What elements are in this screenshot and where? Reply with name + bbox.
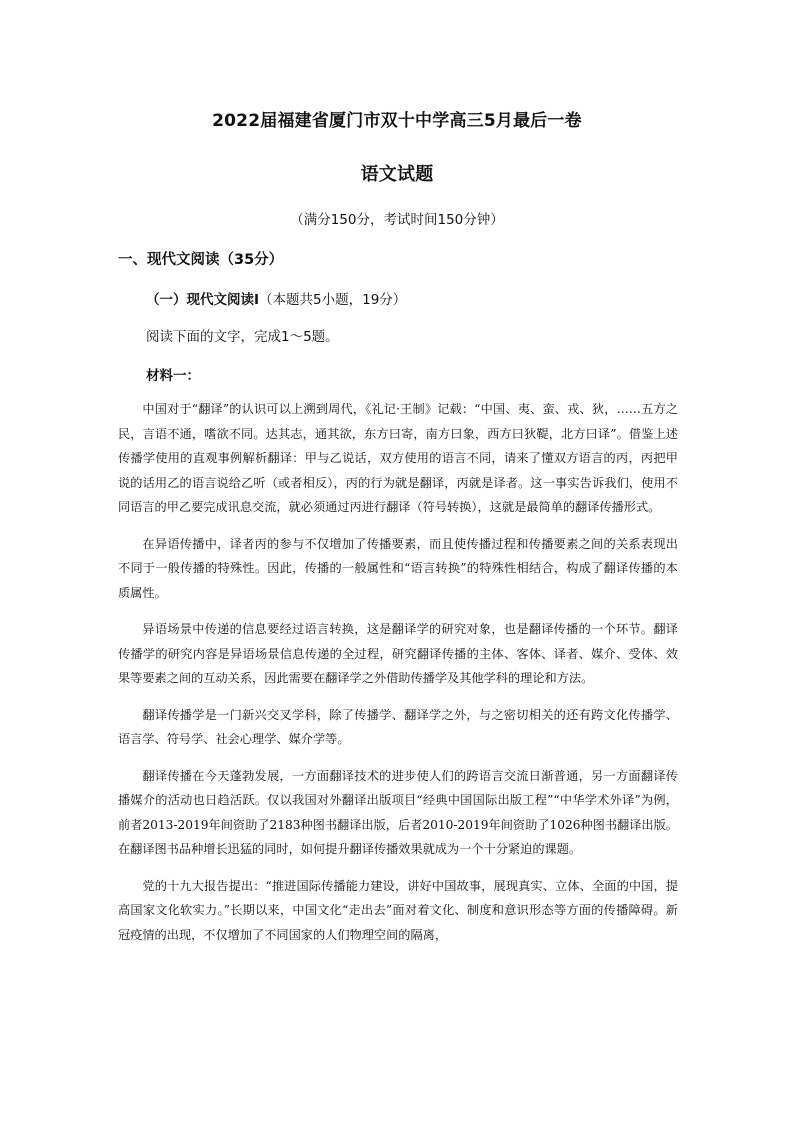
section-heading: 一、现代文阅读（35分） [118,252,284,268]
material-text [118,397,678,959]
sub-section-title: （一）现代文阅读Ⅰ [146,292,260,308]
exam-title: 2022届福建省厦门市双十中学高三5月最后一卷 [212,111,582,131]
paragraph-1: 中国对于“翻译”的认识可以上溯到周代，《礼记·王制》记载：“中国、夷、蛮、戎、狄，……五方之民，言语不通，嗜欲不同。达其志，通其欲，东方曰寄，南方曰象，西方曰狄鞮，北方曰译”。借鉴上述传播学使用的直观事例解析翻译：甲与乙说话，双方使用的语言不同，请来了懂双方语言的丙，丙把甲说的话用乙的语言说给乙听（或者相反），丙的行为就是翻译，丙就是译者。这一事实告诉我们，使用不同语言的甲乙要完成讯息交流，就必须通过丙进行翻译（符号转换），这就是最简单的翻译传播形式。 [118,402,678,514]
paragraph-6: 党的十九大报告提出：“推进国际传播能力建设，讲好中国故事，展现真实、立体、全面的中国，提高国家文化软实力。”长期以来，中国文化“走出去”面对着文化、制度和意识形态等方面的传播障碍。新冠疫情的出现，不仅增加了不同国家的人们物理空间的隔离， [118,878,678,942]
reading-instruction: 阅读下面的文字，完成1～5题。 [146,329,339,345]
paragraph-3: 异语场景中传递的信息要经过语言转换，这是翻译学的研究对象，也是翻译传播的一个环节。翻译传播学的研究内容是异语场景信息传递的全过程，研究翻译传播的主体、客体、译者、媒介、受体、效果等要素之间的互动关系，因此需要在翻译学之外借助传播学及其他学科的理论和方法。 [118,622,678,685]
exam-subject: 语文试题 [360,164,434,185]
sub-section-heading [146,288,406,308]
sub-section-meta: （本题共5小题，19分） [259,292,407,308]
paragraph-4: 翻译传播学是一门新兴交叉学科，除了传播学、翻译学之外，与之密切相关的还有跨文化传播学、语言学、符号学、社会心理学、媒介学等。 [118,707,678,746]
paragraph-5: 翻译传播在今天蓬勃发展，一方面翻译技术的进步使人们的跨语言交流日渐普通，另一方面翻译传播媒介的活动也日趋活跃。仅以我国对外翻译出版项目“经典中国国际出版工程”“中华学术外译”为例，前者2013-2019年间资助了2183种图书翻译出版，后者2010-2019年间资助了1026种图书翻译出版。在翻译图书品种增长迅猛的同时，如何提升翻译传播效果就成为一个十分紧迫的课题。 [118,768,678,856]
paragraph-2: 在异语传播中，译者丙的参与不仅增加了传播要素，而且使传播过程和传播要素之间的关系表现出不同于一般传播的特殊性。因此，传播的一般属性和“语言转换”的特殊性相结合，构成了翻译传播的本质属性。 [118,536,678,600]
exam-note: （满分150分，考试时间150分钟） [290,212,504,228]
material-label: 材料一： [146,368,200,384]
